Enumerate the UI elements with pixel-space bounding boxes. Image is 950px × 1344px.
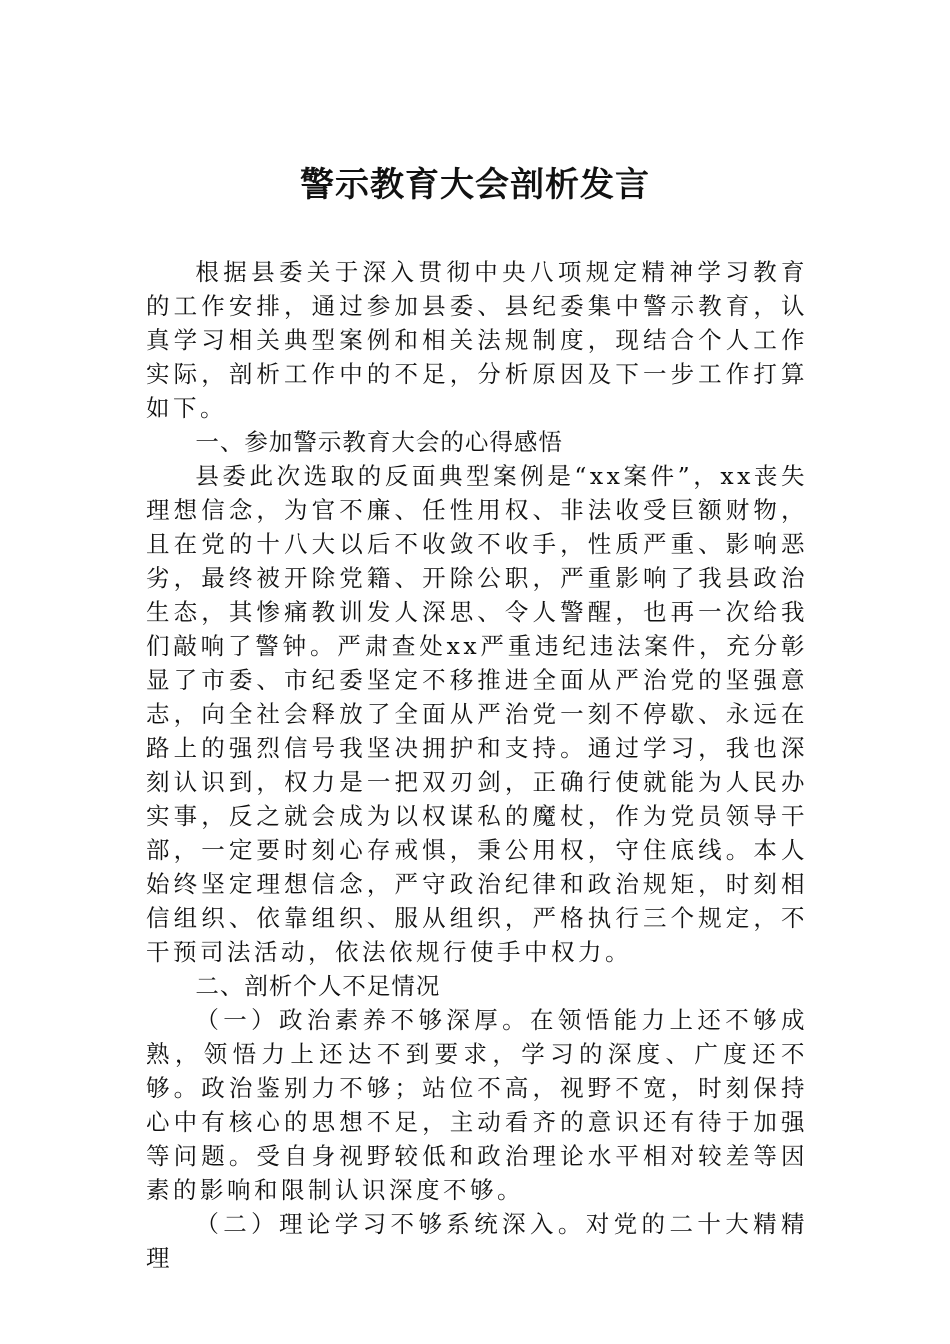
section-1-paragraph: 县委此次选取的反面典型案例是“xx案件”，xx丧失理想信念，为官不廉、任性用权、非法收受巨额财物，且在党的十八大以后不收敛不收手，性质严重、影响恶劣，最终被开除党籍、开除公职，严重影响了我县政治生态，其惨痛教训发人深思、令人警醒，也再一次给我们敲响了警钟。严肃查处xx严重违纪违法案件，充分彰显了市委、市纪委坚定不移推进全面从严治党的坚强意志，向全社会释放了全面从严治党一刻不停歇、永远在路上的强烈信号我坚决拥护和支持。通过学习，我也深刻认识到，权力是一把双刃剑，正确行使就能为人民办实事，反之就会成为以权谋私的魔杖，作为党员领导干部，一定要时刻心存戒惧，秉公用权，守住底线。本人始终坚定理想信念，严守政治纪律和政治规矩，时刻相信组织、依靠组织、服从组织，严格执行三个规定，不干预司法活动，依法依规行使手中权力。 xyxy=(146,462,808,966)
document-title: 警示教育大会剖析发言 xyxy=(300,165,650,205)
intro-paragraph: 根据县委关于深入贯彻中央八项规定精神学习教育的工作安排，通过参加县委、县纪委集中警示教育，认真学习相关典型案例和相关法规制度，现结合个人工作实际，剖析工作中的不足，分析原因及下一步工作打算如下。 xyxy=(146,258,808,422)
section-2-item-1: （一）政治素养不够深厚。在领悟能力上还不够成熟，领悟力上还达不到要求，学习的深度、广度还不够。政治鉴别力不够；站位不高，视野不宽，时刻保持心中有核心的思想不足，主动看齐的意识还有待于加强等问题。受自身视野较低和政治理论水平相对较差等因素的影响和限制认识深度不够。 xyxy=(146,1006,808,1204)
section-2-item-2: （二）理论学习不够系统深入。对党的二十大精精理 xyxy=(146,1210,808,1272)
section-1-heading: 一、参加警示教育大会的心得感悟 xyxy=(195,428,563,456)
section-2-heading: 二、剖析个人不足情况 xyxy=(195,972,441,1000)
document-body xyxy=(146,255,808,1275)
